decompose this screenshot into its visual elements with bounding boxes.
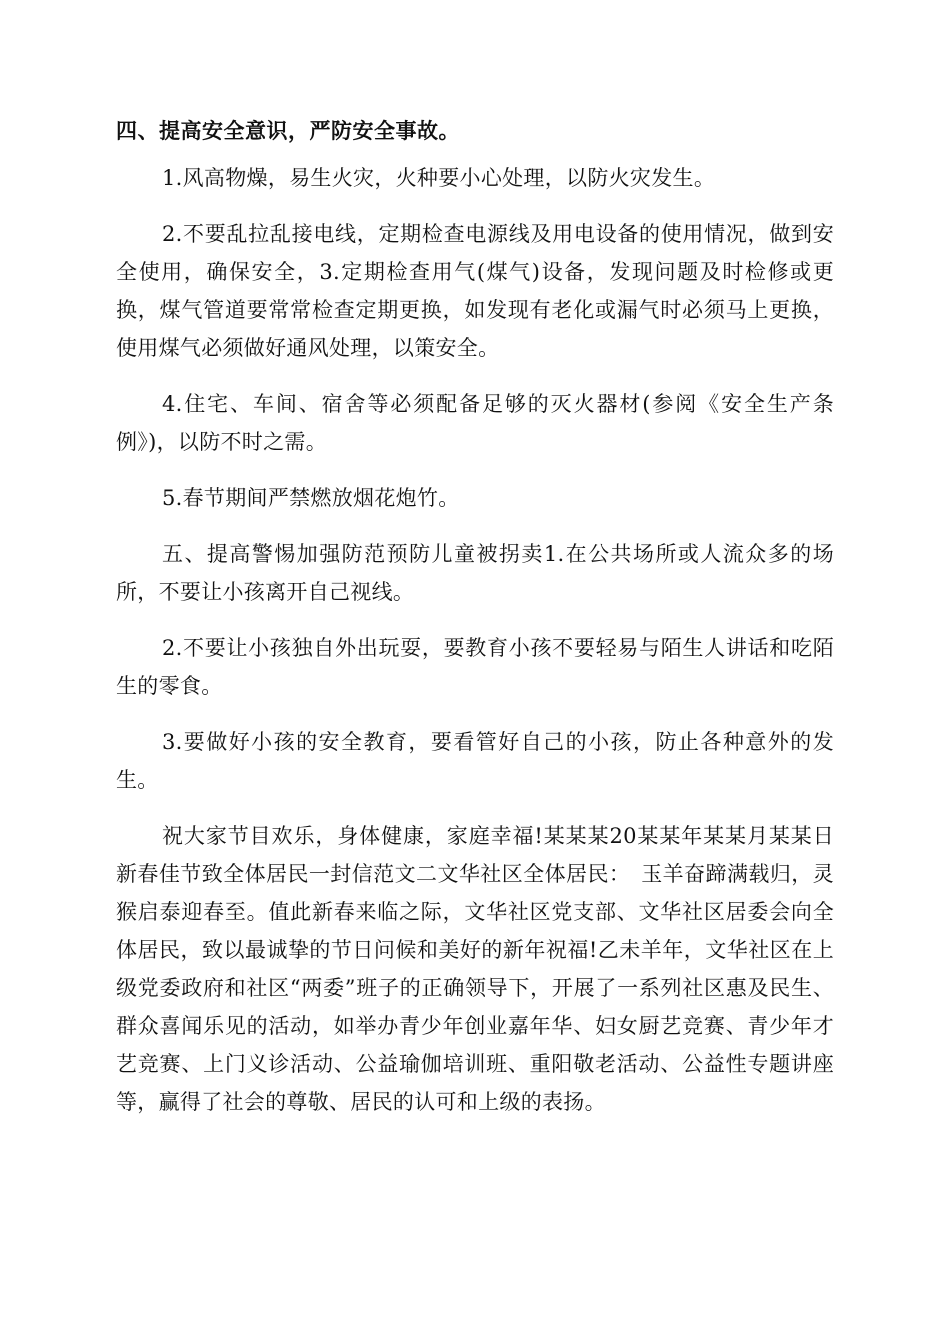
paragraph-closing-letter: 祝大家节目欢乐，身体健康，家庭幸福!某某某20某某年某某月某某日新春佳节致全体居民一封信范文二文华社区全体居民： 玉羊奋蹄满载归，灵猴启泰迎春至。值此新春来临之际，文华社区党支部、文华社区居委会向全体居民，致以最诚挚的节日问候和美好的新年祝福!乙未羊年，文华社区在上级党委政府和社区“两委”班子的正确领导下，开展了一系列社区惠及民生、群众喜闻乐见的活动，如举办青少年创业嘉年华、妇女厨艺竞赛、青少年才艺竞赛、上门义诊活动、公益瑜伽培训班、重阳敬老活动、公益性专题讲座等，赢得了社会的尊敬、居民的认可和上级的表扬。	[116, 824, 834, 1114]
paragraph-child-safety-2: 2.不要让小孩独自外出玩耍，要教育小孩不要轻易与陌生人讲话和吃陌生的零食。	[116, 636, 834, 698]
paragraph-fire-1: 1.风高物燥，易生火灾，火种要小心处理，以防火灾发生。	[162, 166, 716, 190]
paragraph-child-safety-3: 3.要做好小孩的安全教育，要看管好自己的小孩，防止各种意外的发生。	[116, 730, 834, 792]
paragraph-fire-2: 2.不要乱拉乱接电线，定期检查电源线及用电设备的使用情况，做到安全使用，确保安全，3.定期检查用气(煤气)设备，发现问题及时检修或更换，煤气管道要常常检查定期更换，如发现有老化或漏气时必须马上更换，使用煤气必须做好通风处理，以策安全。	[116, 222, 834, 360]
paragraph-fire-5: 5.春节期间严禁燃放烟花炮竹。	[162, 486, 460, 510]
paragraph-fire-4: 4.住宅、车间、宿舍等必须配备足够的灭火器材(参阅《安全生产条例》)，以防不时之需。	[116, 392, 834, 454]
section-heading: 四、提高安全意识，严防安全事故。	[116, 118, 460, 143]
document-page	[116, 112, 834, 1139]
paragraph-child-safety-1: 五、提高警惕加强防范预防儿童被拐卖1.在公共场所或人流众多的场所，不要让小孩离开自己视线。	[116, 542, 834, 604]
